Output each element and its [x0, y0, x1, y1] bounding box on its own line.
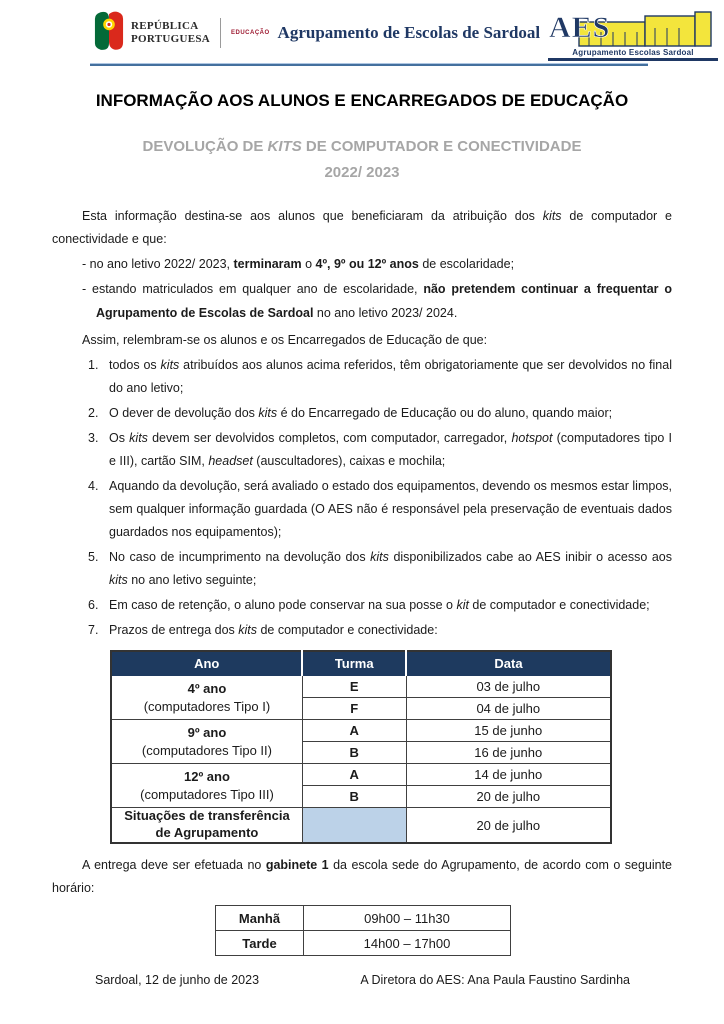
aes-logo — [548, 10, 718, 61]
turma-cell: A — [302, 764, 406, 786]
table-row — [216, 906, 511, 931]
reminder-paragraph: Assim, relembram-se os alunos e os Encarregados de Educação de que: — [82, 332, 488, 347]
list-item — [88, 427, 672, 473]
list-item — [88, 594, 672, 617]
aes-logo-underline — [548, 58, 718, 61]
page-header — [0, 0, 724, 60]
list-item — [88, 354, 672, 400]
delivery-paragraph: A entrega deve ser efetuada no gabinete 1 da escola sede do Agrupamento, de acordo com o seguinte horário: — [52, 858, 672, 895]
data-cell: 20 de julho — [406, 808, 611, 843]
list-item-number: 1. — [88, 357, 99, 372]
gov-logo-line2: PORTUGUESA — [131, 32, 211, 45]
year-cell-4ano — [111, 676, 302, 720]
dash-item-2: - estando matriculados em qualquer ano de escolaridade, não pretendem continuar a frequentar o Agrupamento de Escolas de Sardoal no ano letivo 2023/ 2024. — [82, 282, 673, 320]
table-row — [111, 720, 611, 742]
footer-place-date: Sardoal, 12 de junho de 2023 — [95, 973, 260, 988]
kits-delivery-table — [110, 650, 612, 844]
opening-hours-table — [215, 905, 511, 956]
data-cell: 03 de julho — [406, 676, 611, 698]
list-item-text: No caso de incumprimento na devolução dos kits disponibilizados cabe ao AES inibir o acesso aos kits no ano letivo seguinte; — [109, 549, 672, 587]
data-cell: 16 de junho — [406, 742, 611, 764]
subtitle-line1: DEVOLUÇÃO DE KITS DE COMPUTADOR E CONECTIVIDADE — [142, 138, 582, 155]
subtitle-line2: 2022/ 2023 — [324, 163, 400, 181]
list-item-number: 2. — [88, 405, 99, 420]
year-label: 4º ano — [187, 681, 227, 697]
gov-logo-text — [131, 20, 210, 45]
list-item-text: Os kits devem ser devolvidos completos, com computador, carregador, hotspot (computadores tipo I e III), cartão SIM, headset (auscultadores), caixas e mochila; — [109, 430, 673, 468]
republica-portuguesa-logo — [94, 10, 270, 55]
year-detail: (computadores Tipo II) — [141, 742, 272, 758]
data-cell: 15 de junho — [406, 720, 611, 742]
list-item-text: Em caso de retenção, o aluno pode conservar na sua posse o kit de computador e conectividade; — [109, 597, 650, 612]
turma-cell: B — [302, 786, 406, 808]
data-cell: 04 de julho — [406, 698, 611, 720]
table-row — [216, 931, 511, 956]
transfer-label-cell: Situações de transferência de Agrupamento — [111, 808, 302, 843]
logo-divider — [220, 18, 221, 48]
table-row — [111, 764, 611, 786]
list-item-text: todos os kits atribuídos aos alunos acima referidos, têm obrigatoriamente que ser devolvidos no final do ano letivo; — [109, 357, 672, 395]
gov-logo-line1: REPÚBLICA — [131, 19, 199, 32]
year-cell-9ano — [111, 720, 302, 764]
document-subtitle — [0, 134, 724, 185]
header-rule — [90, 63, 648, 66]
list-item-number: 5. — [88, 549, 99, 564]
list-item — [88, 402, 672, 425]
footer-signature: A Diretora do AES: Ana Paula Faustino Sardinha — [360, 973, 630, 988]
numbered-list — [52, 354, 672, 642]
period-cell: Tarde — [216, 931, 304, 956]
school-name: Agrupamento de Escolas de Sardoal — [277, 23, 541, 42]
list-item — [88, 475, 672, 544]
data-cell: 14 de junho — [406, 764, 611, 786]
list-item-number: 4. — [88, 478, 99, 493]
col-header-ano: Ano — [111, 651, 302, 676]
list-item-text: O dever de devolução dos kits é do Encarregado de Educação ou do aluno, quando maior; — [109, 405, 613, 420]
table-row — [111, 676, 611, 698]
table-row-transfer — [111, 808, 611, 843]
document-title: INFORMAÇÃO AOS ALUNOS E ENCARREGADOS DE EDUCAÇÃO — [95, 91, 629, 110]
dash-item-1: - no ano letivo 2022/ 2023, terminaram o 4º, 9º ou 12º anos de escolaridade; — [82, 257, 515, 272]
period-cell: Manhã — [216, 906, 304, 931]
table-header-row — [111, 651, 611, 676]
turma-cell: E — [302, 676, 406, 698]
document-footer — [95, 973, 630, 987]
col-header-data: Data — [406, 651, 611, 676]
gov-dept-label: EDUCAÇÃO — [231, 29, 270, 36]
year-label: 12º ano — [183, 769, 230, 785]
turma-cell: A — [302, 720, 406, 742]
portugal-flag-icon — [94, 10, 124, 55]
list-item — [88, 619, 672, 642]
turma-cell: F — [302, 698, 406, 720]
document-body — [52, 205, 672, 956]
list-item-number: 6. — [88, 597, 99, 612]
list-item-text: Prazos de entrega dos kits de computador e conectividade: — [109, 622, 438, 637]
year-detail: (computadores Tipo I) — [143, 698, 271, 714]
list-item — [88, 546, 672, 592]
time-cell: 09h00 – 11h30 — [304, 906, 511, 931]
year-label: 9º ano — [187, 725, 227, 741]
col-header-turma: Turma — [302, 651, 406, 676]
list-item-number: 3. — [88, 430, 99, 445]
aes-logo-caption: Agrupamento Escolas Sardoal — [572, 48, 694, 57]
year-detail: (computadores Tipo III) — [140, 786, 274, 802]
list-item-number: 7. — [88, 622, 99, 637]
time-cell: 14h00 – 17h00 — [304, 931, 511, 956]
svg-text:AES: AES — [549, 11, 611, 44]
intro-paragraph: Esta informação destina-se aos alunos que beneficiaram da atribuição dos kits de computador e conectividade e que: — [52, 209, 672, 247]
list-item-text: Aquando da devolução, será avaliado o estado dos equipamentos, devendo os mesmos estar limpos, sem qualquer informação guardada (O AES não é responsável pela preservação de eventuais dados guardados nos equipamentos); — [109, 478, 672, 539]
year-cell-12ano — [111, 764, 302, 808]
transfer-empty-cell — [302, 808, 406, 843]
data-cell: 20 de julho — [406, 786, 611, 808]
turma-cell: B — [302, 742, 406, 764]
